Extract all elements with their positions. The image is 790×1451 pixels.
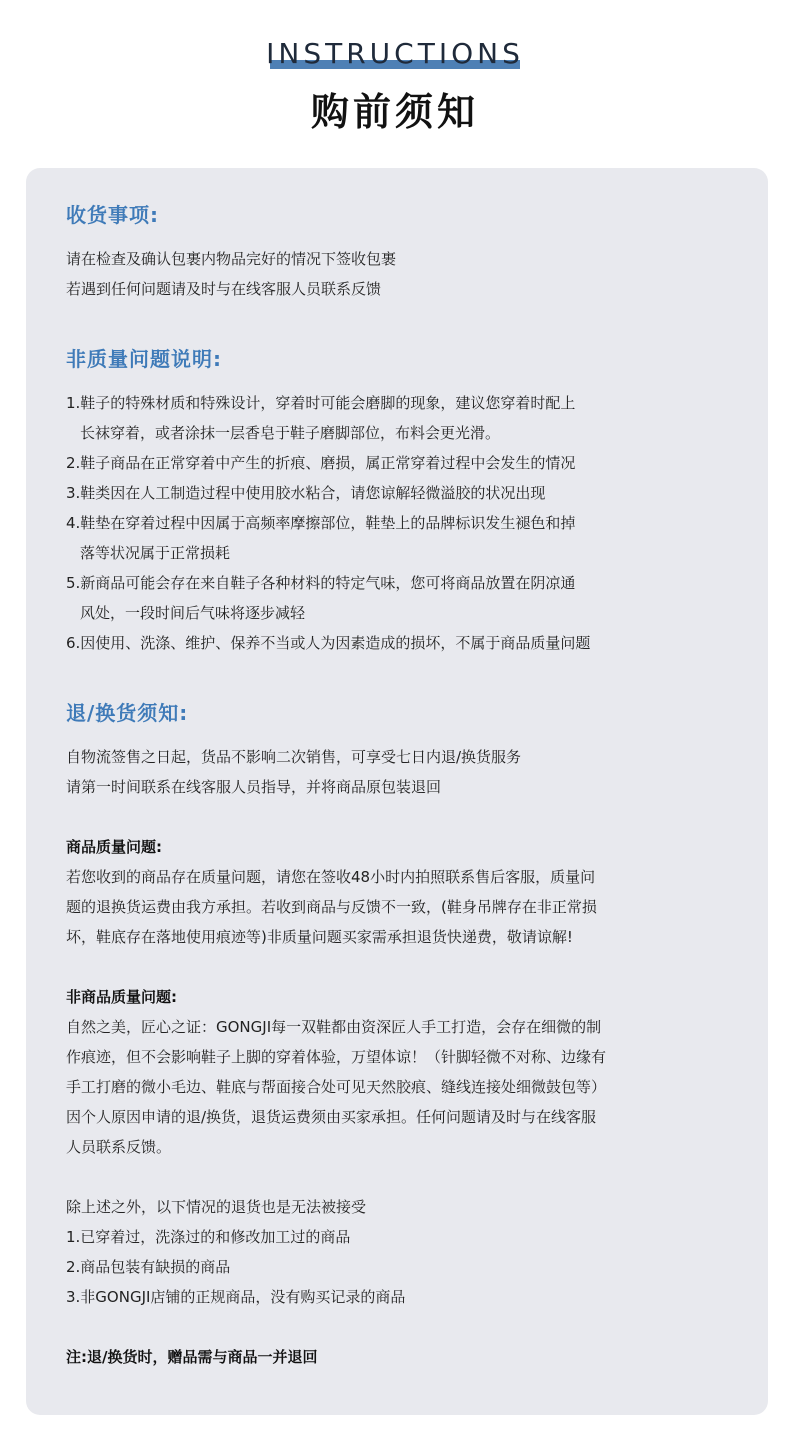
section-title-returns: 退/换货须知: [66,701,189,725]
returns-line: 自物流签售之日起，货品不影响二次销售，可享受七日内退/换货服务 [66,748,522,766]
receipt-line: 若遇到任何问题请及时与在线客服人员联系反馈 [66,280,382,298]
non-quality-item-3: 3.鞋类因在人工制造过程中使用胶水粘合，请您谅解轻微溢胶的状况出现 [66,484,546,502]
non-product-quality-line: 人员联系反馈。 [66,1138,172,1156]
instructions-content [66,200,746,1372]
section-returns [66,698,746,1372]
non-product-quality-line: 作痕迹，但不会影响鞋子上脚的穿着体验，万望体谅！（针脚轻微不对称、边缘有 [66,1048,607,1066]
quality-line: 若您收到的商品存在质量问题，请您在签收48小时内拍照联系售后客服，质量问 [66,868,596,886]
exclusion-item: 3.非GONGJI店铺的正规商品，没有购买记录的商品 [66,1288,406,1306]
title-english: INSTRUCTIONS [266,37,524,70]
exclusion-item: 2.商品包装有缺损的商品 [66,1258,231,1276]
section-receipt [66,200,746,304]
section-title-non-quality: 非质量问题说明: [66,347,222,371]
returns-line: 请第一时间联系在线客服人员指导，并将商品原包装退回 [66,778,442,796]
section-title-receipt: 收货事项: [66,203,159,227]
non-quality-item-4-cont: 落等状况属于正常损耗 [80,544,231,562]
non-quality-item-6: 6.因使用、洗涤、维护、保养不当或人为因素造成的损坏，不属于商品质量问题 [66,634,591,652]
quality-line: 坏，鞋底存在落地使用痕迹等)非质量问题买家需承担退货快递费，敬请谅解! [66,928,573,946]
non-quality-item-1: 1.鞋子的特殊材质和特殊设计，穿着时可能会磨脚的现象，建议您穿着时配上 [66,394,576,412]
page-header [0,0,790,160]
non-quality-item-4: 4.鞋垫在穿着过程中因属于高频率摩擦部位，鞋垫上的品牌标识发生褪色和掉 [66,514,576,532]
quality-line: 题的退换货运费由我方承担。若收到商品与反馈不一致，(鞋身吊牌存在非正常损 [66,898,597,916]
receipt-line: 请在检查及确认包裹内物品完好的情况下签收包裹 [66,250,397,268]
non-product-quality-line: 自然之美，匠心之证：GONGJI每一双鞋都由资深匠人手工打造，会存在细微的制 [66,1018,602,1036]
exclusions-intro: 除上述之外，以下情况的退货也是无法被接受 [66,1198,367,1216]
subsection-title-non-product-quality: 非商品质量问题: [66,988,177,1006]
non-quality-item-5: 5.新商品可能会存在来自鞋子各种材料的特定气味，您可将商品放置在阴凉通 [66,574,576,592]
gift-return-note: 注:退/换货时，赠品需与商品一并退回 [66,1348,318,1366]
subsection-title-quality: 商品质量问题: [66,838,162,856]
non-quality-item-2: 2.鞋子商品在正常穿着中产生的折痕、磨损，属正常穿着过程中会发生的情况 [66,454,576,472]
non-product-quality-line: 因个人原因申请的退/换货，退货运费须由买家承担。任何问题请及时与在线客服 [66,1108,597,1126]
exclusion-item: 1.已穿着过，洗涤过的和修改加工过的商品 [66,1228,351,1246]
non-quality-item-1-cont: 长袜穿着，或者涂抹一层香皂于鞋子磨脚部位，布料会更光滑。 [80,424,501,442]
non-product-quality-line: 手工打磨的微小毛边、鞋底与帮面接合处可见天然胶痕、缝线连接处细微鼓包等） [66,1078,607,1096]
page-title: 购前须知 [310,90,479,134]
non-quality-item-5-cont: 风处，一段时间后气味将逐步减轻 [80,604,306,622]
section-non-quality [66,344,746,658]
